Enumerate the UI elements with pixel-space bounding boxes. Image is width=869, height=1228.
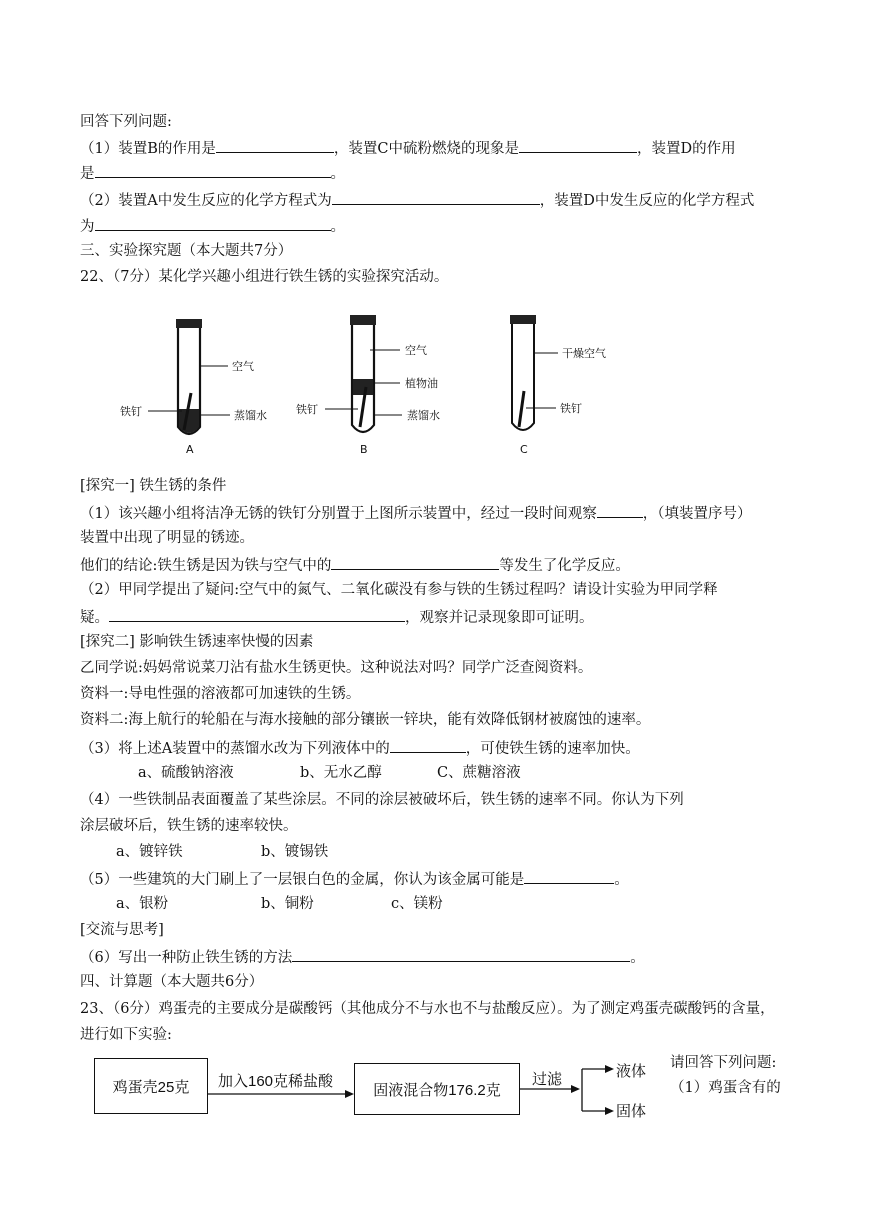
- label-nail-A: 铁钉: [120, 405, 142, 418]
- question-23-line: 23、（6分）鸡蛋壳的主要成分是碳酸钙（其他成分不与水也不与盐酸反应）。为了测定鸡蛋壳碳酸钙的含量，: [80, 1001, 775, 1017]
- flow-output-liquid: 液体: [616, 1063, 647, 1080]
- q22-3-options: a、硫酸钠溶液 b、无水乙醇 C、蔗糖溶液: [138, 765, 521, 781]
- label-A: A: [186, 443, 194, 456]
- question-1-line: （1）装置B的作用是 ，装置C中硫粉燃烧的现象是 ，装置D的作用: [80, 137, 736, 159]
- label-water-B: 蒸馏水: [407, 409, 440, 422]
- q22-2-line: （2）甲同学提出了疑问:空气中的氮气、二氧化碳没有参与铁的生锈过程吗？请设计实验为甲同学释: [80, 582, 718, 598]
- label-water-A: 蒸馏水: [234, 409, 267, 422]
- flow-arrow-label-2: 过滤: [532, 1071, 563, 1088]
- q22-6-line: （6）写出一种防止铁生锈的方法 。: [80, 946, 645, 968]
- exchange-heading: [交流与思考]: [80, 922, 164, 938]
- material-1: 资料一:导电性强的溶液都可加速铁的生锈。: [80, 686, 361, 702]
- question-22-intro: 22、（7分）某化学兴趣小组进行铁生锈的实验探究活动。: [80, 269, 449, 285]
- question-23-cont: 进行如下实验:: [80, 1027, 172, 1043]
- conclusion-line: 他们的结论:铁生锈是因为铁与空气中的 等发生了化学反应。: [80, 554, 630, 576]
- q22-1-cont: 装置中出现了明显的锈迹。: [80, 530, 254, 546]
- q22-4-line: （4）一些铁制品表面覆盖了某些涂层。不同的涂层被破坏后，铁生锈的速率不同。你认为下列: [80, 792, 684, 808]
- section-3-heading: 三、实验探究题（本大题共7分）: [80, 243, 293, 259]
- section-4-heading: 四、计算题（本大题共6分）: [80, 974, 264, 990]
- material-2: 资料二:海上航行的轮船在与海水接触的部分镶嵌一锌块，能有效降低钢材被腐蚀的速率。: [80, 712, 651, 728]
- question-1-cont: 是 。: [80, 162, 345, 184]
- label-air-B: 空气: [405, 344, 427, 357]
- label-nail-B: 铁钉: [296, 403, 318, 416]
- q22-4-cont: 涂层破坏后，铁生锈的速率较快。: [80, 818, 298, 834]
- q22-4-options: a、镀锌铁 b、镀锡铁: [116, 844, 329, 860]
- side-prompt: 请回答下列问题:: [670, 1055, 777, 1071]
- flow-box-eggshell: 鸡蛋壳25克: [94, 1058, 208, 1114]
- flow-arrow-label-1: 加入160克稀盐酸: [218, 1073, 334, 1090]
- flow-box-mixture: 固液混合物176.2克: [354, 1063, 520, 1115]
- side-question-1: （1）鸡蛋含有的: [670, 1080, 781, 1096]
- q22-5-options: a、银粉 b、铜粉 c、镁粉: [116, 896, 443, 912]
- prompt-answer-questions: 回答下列问题:: [80, 114, 172, 130]
- label-C: C: [520, 443, 528, 456]
- explore-2-heading: [探究二] 影响铁生锈速率快慢的因素: [80, 634, 314, 650]
- label-oil-B: 植物油: [405, 377, 438, 390]
- q22-1-line: （1）该兴趣小组将洁净无锈的铁钉分别置于上图所示装置中，经过一段时间观察 ，（填装置序号）: [80, 502, 751, 524]
- label-air-A: 空气: [232, 360, 254, 373]
- question-2-line: （2）装置A中发生反应的化学方程式为 ，装置D中发生反应的化学方程式: [80, 189, 754, 211]
- label-nail-C: 铁钉: [560, 402, 582, 415]
- label-B: B: [360, 443, 368, 456]
- explore-1-heading: [探究一] 铁生锈的条件: [80, 478, 227, 494]
- label-dry-air-C: 干燥空气: [562, 347, 606, 360]
- question-2-cont: 为 。: [80, 215, 345, 237]
- q22-3-line: （3）将上述A装置中的蒸馏水改为下列液体中的 ，可使铁生锈的速率加快。: [80, 737, 640, 759]
- q22-5-line: （5）一些建筑的大门刷上了一层银白色的金属，你认为该金属可能是 。: [80, 868, 629, 890]
- q22-2-cont: 疑。 ，观察并记录现象即可证明。: [80, 606, 594, 628]
- flow-output-solid: 固体: [616, 1103, 647, 1120]
- student-b-line: 乙同学说:妈妈常说菜刀沾有盐水生锈更快。这种说法对吗？同学广泛查阅资料。: [80, 660, 593, 676]
